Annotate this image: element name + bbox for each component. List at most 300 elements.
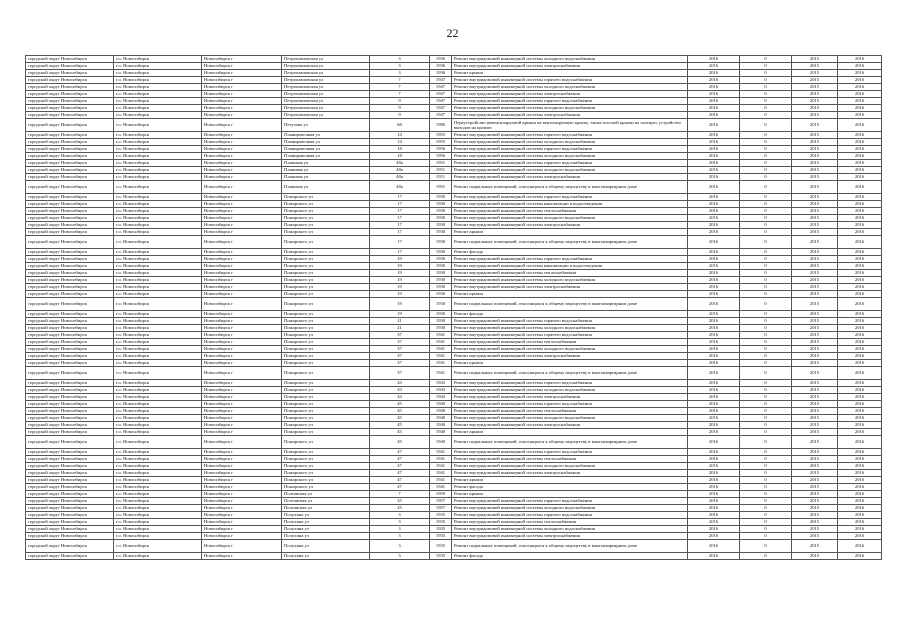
cell-house-number: 19	[370, 277, 430, 284]
cell-house-number: 3	[370, 553, 430, 560]
table-row	[26, 277, 882, 284]
table-row	[26, 353, 882, 360]
table-row	[26, 526, 882, 533]
cell-work-type: Ремонт внутридомовой инженерной системы холодного водоснабжения	[452, 105, 688, 112]
cell-start-year: 2015	[792, 215, 838, 222]
cell-settlement: Новосибирск г	[202, 422, 282, 429]
cell-municipality: городской округ Новосибирск	[26, 139, 114, 146]
table-row	[26, 477, 882, 484]
cell-plan-year: 2016	[688, 84, 740, 91]
cell-start-year: 2015	[792, 360, 838, 367]
cell-street: Пожарского ул	[282, 270, 370, 277]
cell-work-type: Ремонт внутридомовой инженерной системы электроснабжения	[452, 470, 688, 477]
cell-start-year: 2015	[792, 201, 838, 208]
cell-work-type: Ремонт внутридомовой инженерной системы теплоснабжения	[452, 408, 688, 415]
cell-house-number: 21	[370, 318, 430, 325]
cell-start-year: 2015	[792, 463, 838, 470]
cell-end-year: 2016	[838, 181, 882, 194]
cell-house-number: 17	[370, 208, 430, 215]
cell-street: Петропавловская ул	[282, 84, 370, 91]
cell-end-year: 2016	[838, 146, 882, 153]
cell-house-number: 19	[370, 291, 430, 298]
cell-end-year: 2016	[838, 284, 882, 291]
cell-work-type: Ремонт крыши	[452, 429, 688, 436]
cell-build-year: 1941	[430, 484, 452, 491]
cell-street: Пожарского ул	[282, 380, 370, 387]
cell-municipality: городской округ Новосибирск	[26, 91, 114, 98]
table-row	[26, 346, 882, 353]
cell-municipality: городской округ Новосибирск	[26, 505, 114, 512]
cell-house-number: 45	[370, 422, 430, 429]
cell-end-year: 2016	[838, 98, 882, 105]
cell-settlement: Новосибирск г	[202, 160, 282, 167]
cell-district: г.о. Новосибирск	[114, 422, 202, 429]
cell-build-year: 1941	[430, 477, 452, 484]
cell-settlement: Новосибирск г	[202, 360, 282, 367]
cell-district: г.о. Новосибирск	[114, 339, 202, 346]
cell-start-year: 2015	[792, 318, 838, 325]
cell-municipality: городской округ Новосибирск	[26, 105, 114, 112]
cell-house-number: 48а	[370, 174, 430, 181]
cell-build-year: 1947	[430, 105, 452, 112]
cell-street: Пожарского ул	[282, 346, 370, 353]
cell-municipality: городской округ Новосибирск	[26, 533, 114, 540]
cell-cost: 0	[740, 436, 792, 449]
cell-street: Пожарского ул	[282, 215, 370, 222]
cell-plan-year: 2016	[688, 553, 740, 560]
cell-settlement: Новосибирск г	[202, 291, 282, 298]
cell-district: г.о. Новосибирск	[114, 526, 202, 533]
cell-house-number: 7	[370, 491, 430, 498]
table-row	[26, 70, 882, 77]
cell-house-number: 21	[370, 325, 430, 332]
cell-cost: 0	[740, 533, 792, 540]
cell-street: Пожарского ул	[282, 325, 370, 332]
cell-settlement: Новосибирск г	[202, 270, 282, 277]
cell-settlement: Новосибирск г	[202, 346, 282, 353]
cell-house-number: 3	[370, 519, 430, 526]
cell-start-year: 2015	[792, 401, 838, 408]
cell-district: г.о. Новосибирск	[114, 174, 202, 181]
cell-settlement: Новосибирск г	[202, 70, 282, 77]
table-row	[26, 119, 882, 132]
cell-district: г.о. Новосибирск	[114, 505, 202, 512]
cell-settlement: Новосибирск г	[202, 332, 282, 339]
cell-cost: 0	[740, 456, 792, 463]
cell-street: Петропавловская ул	[282, 112, 370, 119]
cell-settlement: Новосибирск г	[202, 387, 282, 394]
cell-plan-year: 2016	[688, 215, 740, 222]
cell-work-type: Ремонт подвальных помещений, относящихся к общему имуществу в многоквартирном доме	[452, 236, 688, 249]
cell-plan-year: 2016	[688, 263, 740, 270]
cell-district: г.о. Новосибирск	[114, 263, 202, 270]
cell-house-number: 37	[370, 339, 430, 346]
cell-house-number: 45	[370, 415, 430, 422]
table-row	[26, 263, 882, 270]
cell-end-year: 2016	[838, 367, 882, 380]
table-row	[26, 456, 882, 463]
cell-work-type: Ремонт внутридомовой инженерной системы горячего водоснабжения	[452, 98, 688, 105]
cell-settlement: Новосибирск г	[202, 146, 282, 153]
cell-district: г.о. Новосибирск	[114, 401, 202, 408]
cell-build-year: 1940	[430, 422, 452, 429]
cell-cost: 0	[740, 318, 792, 325]
cell-settlement: Новосибирск г	[202, 470, 282, 477]
cell-start-year: 2015	[792, 477, 838, 484]
cell-settlement: Новосибирск г	[202, 277, 282, 284]
cell-district: г.о. Новосибирск	[114, 119, 202, 132]
table-row	[26, 201, 882, 208]
cell-street: Пожарского ул	[282, 401, 370, 408]
table-row	[26, 56, 882, 63]
cell-house-number: 43	[370, 387, 430, 394]
cell-start-year: 2015	[792, 298, 838, 311]
table-row	[26, 367, 882, 380]
cell-end-year: 2016	[838, 256, 882, 263]
cell-work-type: Ремонт внутридомовой инженерной системы холодного водоснабжения	[452, 84, 688, 91]
cell-cost: 0	[740, 346, 792, 353]
cell-build-year: 1956	[430, 146, 452, 153]
table-row	[26, 512, 882, 519]
cell-end-year: 2016	[838, 229, 882, 236]
cell-municipality: городской округ Новосибирск	[26, 263, 114, 270]
cell-build-year: 1935	[430, 526, 452, 533]
cell-street: Пожарского ул	[282, 263, 370, 270]
cell-end-year: 2016	[838, 236, 882, 249]
table-row	[26, 387, 882, 394]
cell-end-year: 2016	[838, 505, 882, 512]
cell-settlement: Новосибирск г	[202, 256, 282, 263]
cell-cost: 0	[740, 270, 792, 277]
table-row	[26, 339, 882, 346]
cell-settlement: Новосибирск г	[202, 318, 282, 325]
cell-start-year: 2015	[792, 491, 838, 498]
table-row	[26, 325, 882, 332]
cell-district: г.о. Новосибирск	[114, 360, 202, 367]
cell-house-number: 43	[370, 394, 430, 401]
cell-district: г.о. Новосибирск	[114, 91, 202, 98]
cell-street: Планировочная ул	[282, 146, 370, 153]
cell-plan-year: 2016	[688, 387, 740, 394]
cell-start-year: 2015	[792, 291, 838, 298]
cell-work-type: Ремонт крыши	[452, 70, 688, 77]
cell-plan-year: 2016	[688, 456, 740, 463]
cell-plan-year: 2016	[688, 429, 740, 436]
cell-plan-year: 2016	[688, 284, 740, 291]
cell-cost: 0	[740, 208, 792, 215]
cell-start-year: 2015	[792, 98, 838, 105]
cell-municipality: городской округ Новосибирск	[26, 84, 114, 91]
cell-work-type: Ремонт внутридомовой инженерной системы холодного водоснабжения	[452, 56, 688, 63]
cell-start-year: 2015	[792, 311, 838, 318]
cell-end-year: 2016	[838, 194, 882, 201]
cell-house-number: 43	[370, 380, 430, 387]
cell-plan-year: 2016	[688, 477, 740, 484]
cell-plan-year: 2016	[688, 256, 740, 263]
cell-end-year: 2016	[838, 70, 882, 77]
cell-district: г.о. Новосибирск	[114, 270, 202, 277]
table-row	[26, 519, 882, 526]
cell-plan-year: 2016	[688, 270, 740, 277]
cell-work-type: Ремонт внутридомовой инженерной системы канализации и водоотведения	[452, 201, 688, 208]
cell-cost: 0	[740, 291, 792, 298]
cell-plan-year: 2016	[688, 222, 740, 229]
cell-municipality: городской округ Новосибирск	[26, 360, 114, 367]
cell-municipality: городской округ Новосибирск	[26, 270, 114, 277]
cell-district: г.о. Новосибирск	[114, 139, 202, 146]
cell-street: Пожарского ул	[282, 284, 370, 291]
cell-district: г.о. Новосибирск	[114, 346, 202, 353]
cell-cost: 0	[740, 105, 792, 112]
table-row	[26, 98, 882, 105]
cell-house-number: 45	[370, 408, 430, 415]
cell-build-year: 1941	[430, 470, 452, 477]
cell-work-type: Ремонт внутридомовой инженерной системы горячего водоснабжения	[452, 449, 688, 456]
cell-end-year: 2016	[838, 346, 882, 353]
cell-municipality: городской округ Новосибирск	[26, 160, 114, 167]
cell-house-number: 9	[370, 105, 430, 112]
cell-end-year: 2016	[838, 270, 882, 277]
cell-street: Пожарского ул	[282, 208, 370, 215]
cell-district: г.о. Новосибирск	[114, 98, 202, 105]
cell-settlement: Новосибирск г	[202, 105, 282, 112]
cell-end-year: 2016	[838, 132, 882, 139]
cell-cost: 0	[740, 325, 792, 332]
cell-house-number: 19	[370, 284, 430, 291]
cell-settlement: Новосибирск г	[202, 463, 282, 470]
cell-street: Планировочная ул	[282, 153, 370, 160]
cell-municipality: городской округ Новосибирск	[26, 401, 114, 408]
cell-end-year: 2016	[838, 526, 882, 533]
table-row	[26, 174, 882, 181]
repair-schedule-table-wrap	[25, 55, 881, 560]
cell-street: Пожарского ул	[282, 429, 370, 436]
cell-build-year: 1930	[430, 222, 452, 229]
cell-plan-year: 2016	[688, 449, 740, 456]
cell-plan-year: 2016	[688, 105, 740, 112]
cell-work-type: Ремонт внутридомовой инженерной системы электроснабжения	[452, 533, 688, 540]
table-row	[26, 394, 882, 401]
cell-end-year: 2016	[838, 249, 882, 256]
cell-district: г.о. Новосибирск	[114, 353, 202, 360]
cell-municipality: городской округ Новосибирск	[26, 526, 114, 533]
cell-build-year: 1930	[430, 249, 452, 256]
cell-end-year: 2016	[838, 112, 882, 119]
table-row	[26, 84, 882, 91]
cell-district: г.о. Новосибирск	[114, 84, 202, 91]
cell-street: Плановая ул	[282, 181, 370, 194]
cell-settlement: Новосибирск г	[202, 512, 282, 519]
cell-plan-year: 2016	[688, 360, 740, 367]
cell-work-type: Ремонт внутридомовой инженерной системы электроснабжения	[452, 91, 688, 98]
cell-settlement: Новосибирск г	[202, 533, 282, 540]
cell-municipality: городской округ Новосибирск	[26, 291, 114, 298]
cell-street: Планировочная ул	[282, 132, 370, 139]
cell-plan-year: 2016	[688, 346, 740, 353]
cell-cost: 0	[740, 415, 792, 422]
cell-district: г.о. Новосибирск	[114, 132, 202, 139]
cell-house-number: 9	[370, 112, 430, 119]
cell-municipality: городской округ Новосибирск	[26, 298, 114, 311]
cell-district: г.о. Новосибирск	[114, 498, 202, 505]
cell-work-type: Ремонт внутридомовой инженерной системы горячего водоснабжения	[452, 160, 688, 167]
cell-municipality: городской округ Новосибирск	[26, 98, 114, 105]
cell-settlement: Новосибирск г	[202, 208, 282, 215]
cell-municipality: городской округ Новосибирск	[26, 77, 114, 84]
cell-cost: 0	[740, 119, 792, 132]
cell-district: г.о. Новосибирск	[114, 436, 202, 449]
table-row	[26, 77, 882, 84]
cell-end-year: 2016	[838, 422, 882, 429]
cell-plan-year: 2016	[688, 519, 740, 526]
cell-municipality: городской округ Новосибирск	[26, 519, 114, 526]
cell-work-type: Переустройство невентилируемой крыши на вентилируемую крышу, также плоской крыши на скатную, устройство выходов на кровлю	[452, 119, 688, 132]
cell-house-number: 25	[370, 498, 430, 505]
cell-municipality: городской округ Новосибирск	[26, 553, 114, 560]
cell-municipality: городской округ Новосибирск	[26, 119, 114, 132]
cell-start-year: 2015	[792, 429, 838, 436]
cell-municipality: городской округ Новосибирск	[26, 422, 114, 429]
cell-end-year: 2016	[838, 408, 882, 415]
cell-settlement: Новосибирск г	[202, 56, 282, 63]
cell-plan-year: 2016	[688, 540, 740, 553]
cell-work-type: Ремонт внутридомовой инженерной системы теплоснабжения	[452, 270, 688, 277]
cell-end-year: 2016	[838, 533, 882, 540]
cell-district: г.о. Новосибирск	[114, 332, 202, 339]
cell-start-year: 2015	[792, 436, 838, 449]
cell-plan-year: 2016	[688, 291, 740, 298]
cell-end-year: 2016	[838, 456, 882, 463]
table-row	[26, 215, 882, 222]
cell-settlement: Новосибирск г	[202, 325, 282, 332]
cell-build-year: 1935	[430, 512, 452, 519]
cell-work-type: Ремонт фасада	[452, 249, 688, 256]
cell-build-year: 1940	[430, 415, 452, 422]
cell-street: Полухина ул	[282, 519, 370, 526]
cell-work-type: Ремонт внутридомовой инженерной системы холодного водоснабжения	[452, 346, 688, 353]
cell-street: Пожарского ул	[282, 298, 370, 311]
cell-plan-year: 2016	[688, 401, 740, 408]
cell-cost: 0	[740, 401, 792, 408]
cell-plan-year: 2016	[688, 181, 740, 194]
cell-build-year: 1930	[430, 229, 452, 236]
cell-cost: 0	[740, 463, 792, 470]
cell-end-year: 2016	[838, 263, 882, 270]
cell-work-type: Ремонт крыши	[452, 229, 688, 236]
cell-settlement: Новосибирск г	[202, 63, 282, 70]
cell-cost: 0	[740, 553, 792, 560]
cell-house-number: 68	[370, 119, 430, 132]
table-row	[26, 401, 882, 408]
cell-district: г.о. Новосибирск	[114, 477, 202, 484]
table-row	[26, 449, 882, 456]
cell-municipality: городской округ Новосибирск	[26, 153, 114, 160]
cell-start-year: 2015	[792, 91, 838, 98]
cell-start-year: 2015	[792, 456, 838, 463]
cell-work-type: Ремонт внутридомовой инженерной системы электроснабжения	[452, 394, 688, 401]
cell-cost: 0	[740, 408, 792, 415]
cell-start-year: 2015	[792, 512, 838, 519]
cell-street: Петропавловская ул	[282, 91, 370, 98]
cell-district: г.о. Новосибирск	[114, 77, 202, 84]
cell-house-number: 47	[370, 470, 430, 477]
cell-start-year: 2015	[792, 222, 838, 229]
cell-work-type: Ремонт внутридомовой инженерной системы горячего водоснабжения	[452, 380, 688, 387]
cell-end-year: 2016	[838, 401, 882, 408]
cell-cost: 0	[740, 422, 792, 429]
cell-plan-year: 2016	[688, 339, 740, 346]
cell-plan-year: 2016	[688, 98, 740, 105]
cell-house-number: 17	[370, 249, 430, 256]
cell-work-type: Ремонт внутридомовой инженерной системы холодного водоснабжения	[452, 526, 688, 533]
cell-end-year: 2016	[838, 498, 882, 505]
cell-settlement: Новосибирск г	[202, 98, 282, 105]
cell-street: Пожарского ул	[282, 477, 370, 484]
cell-build-year: 1943	[430, 387, 452, 394]
cell-end-year: 2016	[838, 477, 882, 484]
cell-plan-year: 2016	[688, 56, 740, 63]
cell-work-type: Ремонт фасада	[452, 311, 688, 318]
cell-municipality: городской округ Новосибирск	[26, 463, 114, 470]
cell-build-year: 1951	[430, 181, 452, 194]
cell-build-year: 1956	[430, 153, 452, 160]
cell-settlement: Новосибирск г	[202, 498, 282, 505]
cell-cost: 0	[740, 484, 792, 491]
cell-house-number: 7	[370, 91, 430, 98]
cell-build-year: 1930	[430, 194, 452, 201]
cell-work-type: Ремонт внутридомовой инженерной системы холодного водоснабжения	[452, 167, 688, 174]
cell-cost: 0	[740, 284, 792, 291]
cell-street: Пожарского ул	[282, 415, 370, 422]
cell-street: Пожарского ул	[282, 236, 370, 249]
cell-build-year: 1941	[430, 353, 452, 360]
cell-house-number: 25	[370, 505, 430, 512]
cell-house-number: 37	[370, 332, 430, 339]
cell-house-number: 17	[370, 222, 430, 229]
cell-start-year: 2015	[792, 77, 838, 84]
cell-street: Пожарского ул	[282, 408, 370, 415]
cell-plan-year: 2016	[688, 394, 740, 401]
cell-build-year: 1951	[430, 167, 452, 174]
cell-end-year: 2016	[838, 311, 882, 318]
cell-settlement: Новосибирск г	[202, 298, 282, 311]
cell-plan-year: 2016	[688, 470, 740, 477]
cell-cost: 0	[740, 160, 792, 167]
cell-build-year: 1943	[430, 380, 452, 387]
cell-plan-year: 2016	[688, 298, 740, 311]
cell-street: Полухина ул	[282, 526, 370, 533]
cell-municipality: городской округ Новосибирск	[26, 284, 114, 291]
cell-district: г.о. Новосибирск	[114, 367, 202, 380]
cell-house-number: 9	[370, 98, 430, 105]
cell-start-year: 2015	[792, 498, 838, 505]
cell-district: г.о. Новосибирск	[114, 380, 202, 387]
cell-cost: 0	[740, 222, 792, 229]
cell-build-year: 1935	[430, 553, 452, 560]
cell-end-year: 2016	[838, 139, 882, 146]
cell-house-number: 3	[370, 533, 430, 540]
cell-house-number: 48а	[370, 181, 430, 194]
cell-cost: 0	[740, 249, 792, 256]
cell-settlement: Новосибирск г	[202, 484, 282, 491]
table-row	[26, 291, 882, 298]
cell-settlement: Новосибирск г	[202, 119, 282, 132]
cell-municipality: городской округ Новосибирск	[26, 236, 114, 249]
table-row	[26, 63, 882, 70]
cell-cost: 0	[740, 387, 792, 394]
cell-district: г.о. Новосибирск	[114, 63, 202, 70]
cell-municipality: городской округ Новосибирск	[26, 181, 114, 194]
